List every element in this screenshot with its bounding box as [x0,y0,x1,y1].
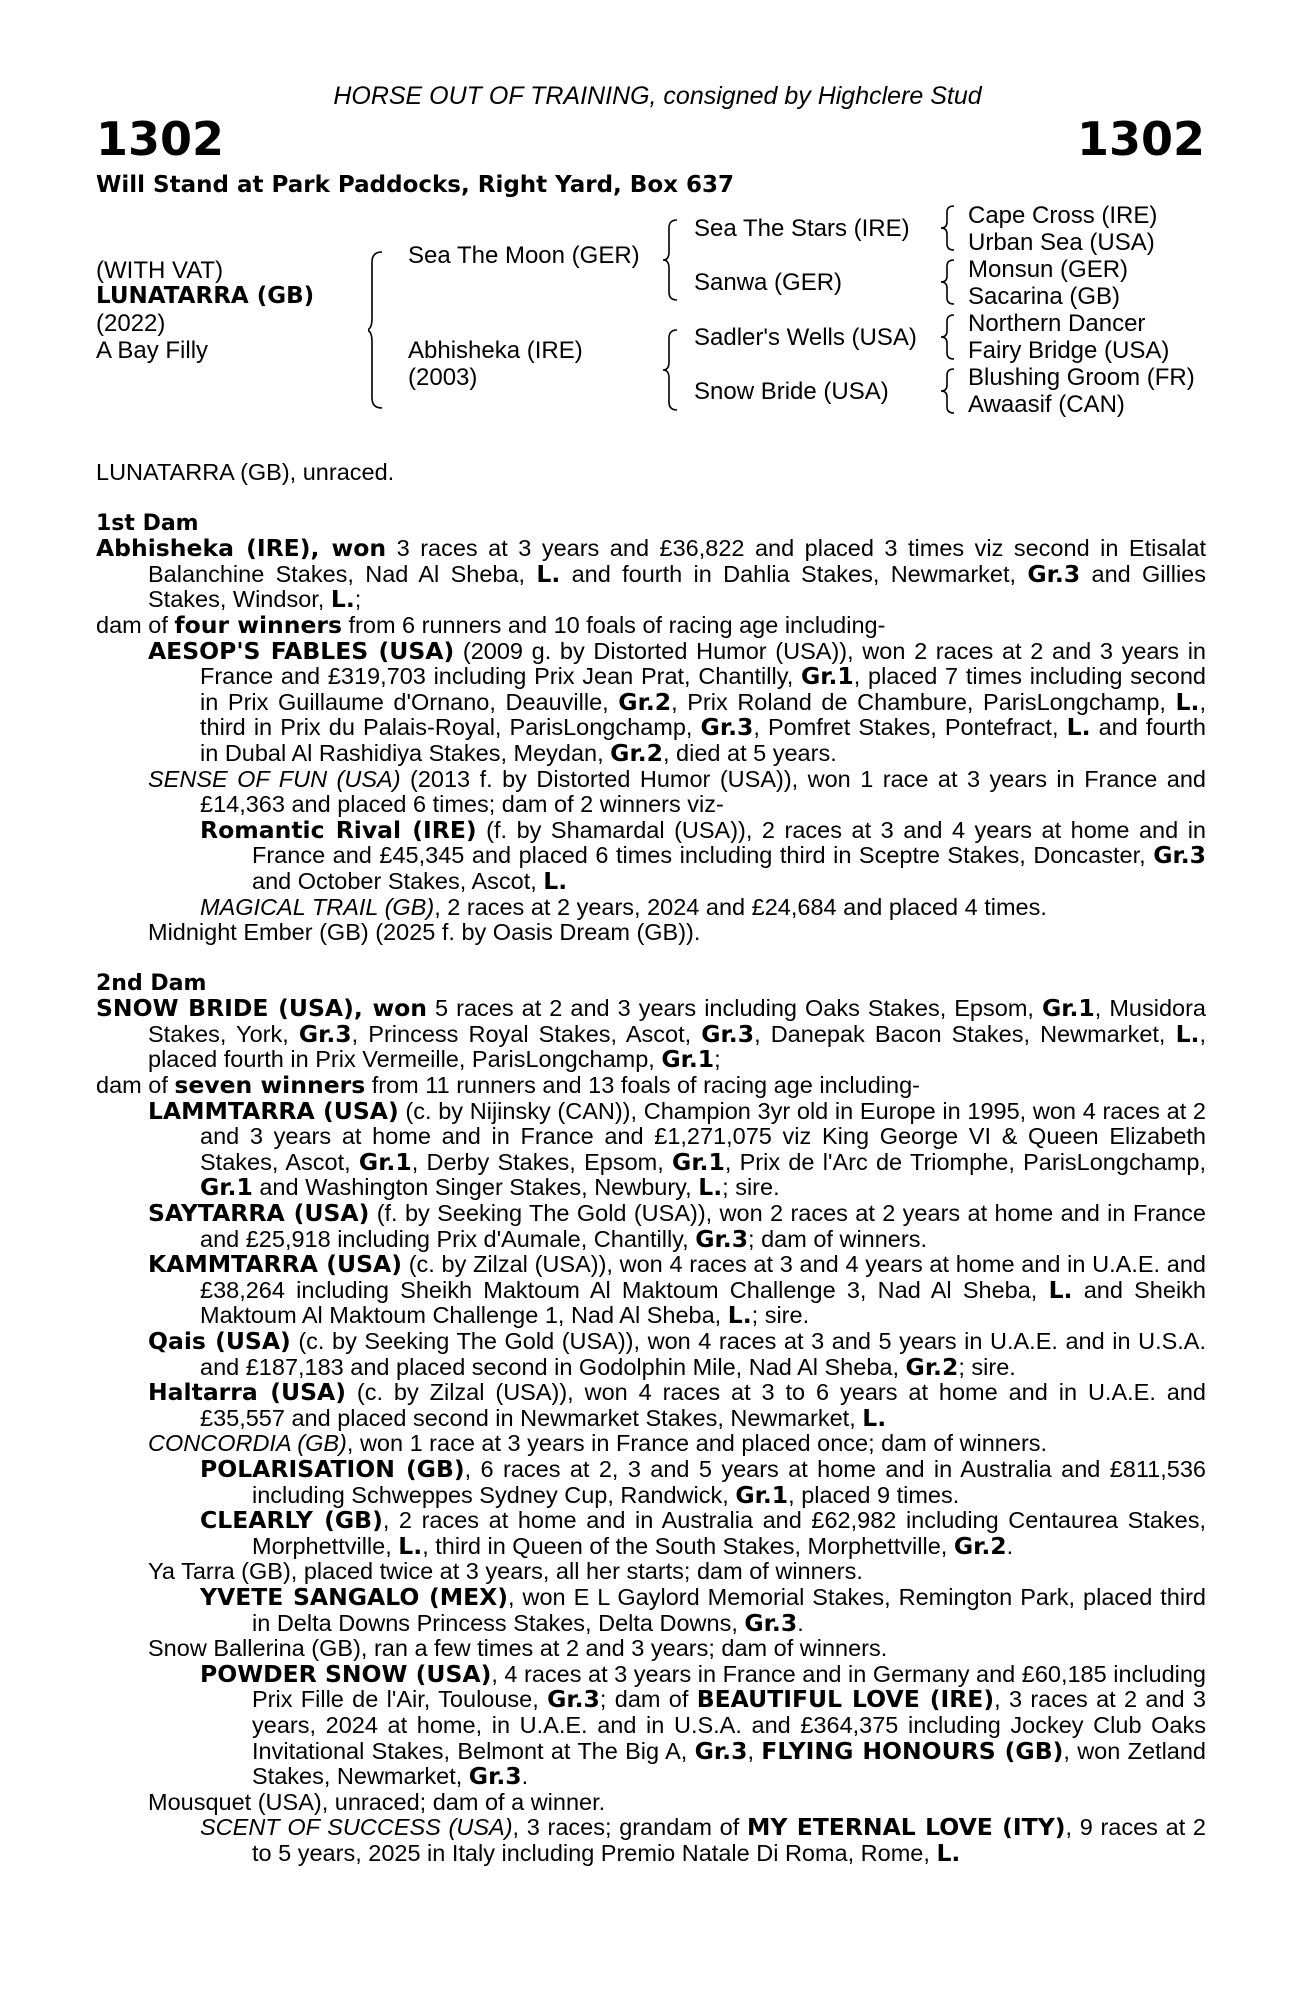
pedigree-entry [96,1380,1206,1431]
pedigree-entry [96,1329,1206,1380]
dam-section [96,971,1206,1867]
entry-text: , placed 7 times including second in Prix Guillaume d'Ornano, Deauville, [200,663,1206,715]
bold-text: L. [698,1173,723,1202]
entry-text: , Pomfret Stakes, Pontefract, [753,714,1067,741]
entry-text: Ya Tarra (GB), placed twice at 3 years, all her starts; dam of winners. [148,1558,863,1585]
entry-text: , [747,1737,762,1764]
bold-text: SAYTARRA (USA) [148,1199,370,1228]
pedigree-entry [96,895,1206,921]
pedigree-brace-g3 [940,313,962,361]
bold-text: L. [1048,1275,1073,1304]
grandsire-3: Monsun (GER) [968,256,1129,283]
entry-text: , won E L Gaylord Memorial Stakes, Remington Park, placed third in Delta Downs Princess Stakes, Delta Downs, [252,1583,1206,1636]
bold-text: L. [936,1838,961,1867]
entry-text: , Musidora Stakes, York, [148,995,1206,1047]
entry-text: , Derby Stakes, Epsom, [411,1148,673,1175]
bold-text: KAMMTARRA (USA) [148,1250,402,1279]
entry-text: (f. by Shamardal (USA)), 2 races at 3 and 4 years at home and in France and £45,345 and placed 6 times including third in Sceptre Stakes, Doncaster, [252,816,1206,869]
bold-text: Gr.2 [618,687,672,716]
entry-text: , died at 5 years. [662,739,837,766]
consignment-title: HORSE OUT OF TRAINING, consigned by Highclere Stud [333,82,982,110]
pedigree-entry [96,1582,1206,1637]
pedigree-entry [96,1252,1206,1329]
entry-text: , 4 races at 3 years in France and in Germany and £60,185 including Prix Fille de l'Air, Toulouse, [252,1660,1206,1713]
pedigree-entry [96,610,1206,639]
entry-text: (c. by Nijinsky (CAN)), Champion 3yr old in Europe in 1995, won 4 races at 2 and 3 years at home and in France and £1,271,075 viz King George VI & Queen Elizabeth Stakes, Ascot, [200,1097,1206,1175]
pedigree-entry [96,815,1206,895]
entry-text: . [521,1763,529,1790]
entry-text: 5 races at 2 and 3 years including Oaks Stakes, Epsom, [427,995,1042,1022]
entry-text: , Danepak Bacon Stakes, Newmarket, [754,1020,1176,1047]
bold-text: Gr.3 [744,1608,798,1637]
bold-text: Gr.3 [700,713,754,742]
entry-text: and Sheikh Maktoum Al Maktoum Challenge 1, Nad Al Sheba, [200,1276,1206,1329]
entry-text: , 3 races at 2 and 3 years, 2024 at home, in U.A.E. and in U.S.A. and £364,375 including Jockey Club Oaks Invitational Stakes, Belmont at The Big A, [252,1686,1206,1764]
pedigree-entry [96,1636,1206,1662]
entry-text: dam of [96,611,175,638]
entry-text: , won 1 race at 3 years in France and placed once; dam of winners. [346,1430,1048,1457]
bold-text: MY ETERNAL LOVE (ITY) [746,1813,1066,1842]
italic-text: MAGICAL TRAIL (GB) [200,893,435,920]
pedigree-brace-g1 [940,204,962,252]
dam-sire-name: Sadler's Wells (USA) [694,324,917,351]
bold-text: Gr.1 [200,1173,253,1202]
entry-text: , 2 races at home and in Australia and £62,982 including Centaurea Stakes, Morphettville, [252,1507,1206,1559]
lot-number-left: 1302 [96,112,225,166]
pedigree-brace-dam [663,328,687,412]
bold-text: L. [543,866,568,895]
entry-text: and fourth in Dahlia Stakes, Newmarket, [560,560,1028,587]
bold-text: L. [1175,687,1200,716]
entry-text: , third in Queen of the South Stakes, Morphettville, [422,1532,954,1559]
bold-text: SNOW BRIDE (USA), won [96,994,428,1023]
entry-text: ; [354,586,362,613]
pedigree-entry [96,1201,1206,1252]
bold-text: AESOP'S FABLES (USA) [148,636,455,665]
entry-text: (f. by Seeking The Gold (USA)), won 2 races at 2 years at home and in France and £25,918 including Prix d'Aumale, Chantilly, [200,1200,1206,1252]
bold-text: L. [862,1403,887,1432]
bold-text: L. [727,1301,752,1330]
sire-dam-name: Sanwa (GER) [694,269,843,296]
pedigree-brace-sire [663,218,687,302]
entry-text: , placed 9 times. [788,1481,960,1508]
entry-text: (2013 f. by Distorted Humor (USA)), won 1 race at 3 years in France and £14,363 and placed 6 times; dam of 2 winners viz- [200,765,1206,818]
entry-text: , placed fourth in Prix Vermeille, ParisLongchamp, [148,1020,1206,1073]
bold-text: Gr.1 [735,1480,789,1509]
bold-text: Gr.3 [701,1019,755,1048]
bold-text: Gr.2 [905,1352,959,1381]
italic-text: CONCORDIA (GB) [148,1430,347,1457]
bold-text: Gr.3 [547,1685,600,1714]
entry-text: , Princess Royal Stakes, Ascot, [351,1020,702,1047]
vat-label: (WITH VAT) [96,257,224,284]
entry-text: , Prix de l'Arc de Triomphe, ParisLongchamp, [724,1148,1207,1175]
bold-text: Gr.3 [1027,559,1081,588]
bold-text: seven winners [174,1071,366,1100]
bold-text: Gr.1 [1041,994,1095,1023]
entry-text: ; dam of [599,1686,697,1713]
entry-text: from 6 runners and 10 foals of racing age including- [342,611,886,638]
pedigree-entry [96,1073,1206,1099]
horse-description: A Bay Filly [96,337,209,364]
grandsire-4: Sacarina (GB) [968,283,1121,310]
entry-text: ; dam of winners. [748,1225,927,1252]
entry-text: , Prix Roland de Chambure, ParisLongchamp, [671,688,1176,715]
bold-text: L. [398,1531,423,1560]
bold-text: Gr.1 [672,1147,725,1176]
dam-sections [96,511,1206,1867]
entry-text: (c. by Zilzal (USA)), won 4 races at 3 to 6 years at home and in U.A.E. and £35,557 and placed second in Newmarket Stakes, Newmarket, [200,1379,1206,1431]
pedigree-entry [96,536,1206,613]
bold-text: FLYING HONOURS (GB) [761,1736,1064,1765]
bold-text: four winners [174,610,342,639]
entry-text: and Gillies Stakes, Windsor, [148,560,1206,613]
dam-dam-name: Snow Bride (USA) [694,378,889,405]
entry-text: , third in Prix du Palais-Royal, ParisLongchamp, [200,688,1206,741]
entry-text: , 9 races at 2 to 5 years, 2025 in Italy including Premio Natale Di Roma, Rome, [252,1814,1206,1866]
entry-text: 3 races at 3 years and £36,822 and placed 3 times viz second in Etisalat Balanchine Stakes, Nad Al Sheba, [148,535,1206,587]
entry-text: (c. by Seeking The Gold (USA)), won 4 races at 3 and 5 years in U.A.E. and in U.S.A. and £187,183 and placed second in Godolphin Mile, Nad Al Sheba, [200,1328,1207,1380]
grandsire-8: Awaasif (CAN) [968,391,1125,418]
dam-name: Abhisheka (IRE) [408,337,583,364]
entry-text: (c. by Zilzal (USA)), won 4 races at 3 and 4 years at home and in U.A.E. and £38,264 including Sheikh Maktoum Al Maktoum Challenge 3, Nad Al Sheba, [200,1251,1206,1303]
pedigree-entry [96,1815,1206,1866]
pedigree-entry [96,1454,1206,1509]
pedigree-brace-g2 [940,258,962,306]
stand-info: Will Stand at Park Paddocks, Right Yard, Box 637 [96,172,734,198]
italic-text: SCENT OF SUCCESS (USA) [200,1814,513,1841]
entry-text: , 3 races; grandam of [512,1814,747,1841]
grandsire-2: Urban Sea (USA) [968,229,1155,256]
bold-text: CLEARLY (GB) [200,1506,383,1535]
entry-text: and October Stakes, Ascot, [252,867,544,894]
pedigree-entry [96,996,1206,1073]
bold-text: L. [330,585,355,614]
bold-text: Gr.1 [800,662,854,691]
grandsire-1: Cape Cross (IRE) [968,202,1158,229]
bold-text: Gr.2 [953,1531,1007,1560]
bold-text: Gr.3 [1153,841,1206,870]
section-heading: 2nd Dam [96,970,207,996]
sire-sire-name: Sea The Stars (IRE) [694,215,910,242]
section-heading: 1st Dam [96,510,199,536]
pedigree-entry [96,1508,1206,1559]
pedigree-entry [96,920,1206,946]
entry-text: ; sire. [722,1174,780,1201]
entry-text: . [797,1609,804,1636]
entry-text: from 11 runners and 13 foals of racing age including- [365,1072,920,1099]
dam-section [96,511,1206,946]
entry-text: . [1006,1532,1014,1559]
entry-text: and Washington Singer Stakes, Newbury, [252,1174,699,1201]
grandsire-5: Northern Dancer [968,310,1146,337]
bold-text: Gr.3 [468,1762,522,1791]
entry-text: dam of [96,1072,175,1099]
bold-text: Haltarra (USA) [148,1378,346,1407]
pedigree-entry [96,1659,1206,1791]
pedigree-entry [96,1790,1206,1816]
bold-text: Qais (USA) [148,1327,291,1355]
foaling-year: (2022) [96,310,166,337]
bold-text: POWDER SNOW (USA) [200,1659,492,1688]
entry-text: , won Zetland Stakes, Newmarket, [252,1737,1206,1790]
pedigree-entry [96,1559,1206,1585]
entry-text: ; [714,1046,721,1073]
pedigree-entry [96,767,1206,818]
bold-text: L. [536,559,561,588]
entry-text: , 2 races at 2 years, 2024 and £24,684 and placed 4 times. [434,893,1047,920]
pedigree-entry [96,636,1207,767]
entry-text: (2009 g. by Distorted Humor (USA)), won 2 races at 2 and 3 years in France and £319,703 including Prix Jean Prat, Chantilly, [200,637,1206,690]
bold-text: BEAUTIFUL LOVE (IRE) [696,1685,995,1714]
sire-name: Sea The Moon (GER) [408,242,640,269]
bold-text: L. [1066,713,1091,742]
bold-text: Abhisheka (IRE), won [96,534,387,563]
pedigree-brace-g4 [940,367,962,415]
bold-text: L. [1175,1019,1200,1048]
entry-text: Snow Ballerina (GB), ran a few times at 2 and 3 years; dam of winners. [148,1635,888,1662]
bold-text: LAMMTARRA (USA) [148,1096,399,1125]
lot-number-right: 1302 [1076,112,1205,166]
bold-text: POLARISATION (GB) [200,1454,465,1483]
pedigree-entry [96,1096,1207,1202]
italic-text: SENSE OF FUN (USA) [148,765,401,792]
horse-name: LUNATARRA (GB) [96,283,315,309]
entry-text: , 6 races at 2, 3 and 5 years at home and in Australia and £811,536 including Schweppes Sydney Cup, Randwick, [252,1455,1206,1508]
intro-line: LUNATARRA (GB), unraced. [96,459,395,485]
entry-text: Midnight Ember (GB) (2025 f. by Oasis Dream (GB)). [148,919,701,946]
bold-text: Gr.3 [695,1224,749,1253]
bold-text: Gr.1 [358,1147,412,1176]
dam-year: (2003) [408,364,478,391]
pedigree-brace-main [368,250,392,410]
entry-text: and fourth in Dubal Al Rashidiya Stakes, Meydan, [200,714,1207,766]
bold-text: Gr.1 [661,1045,715,1074]
entry-text: ; sire. [958,1353,1016,1380]
bold-text: Gr.3 [694,1736,748,1765]
grandsire-7: Blushing Groom (FR) [968,364,1195,391]
grandsire-6: Fairy Bridge (USA) [968,337,1170,364]
bold-text: Gr.3 [298,1019,352,1048]
bold-text: Romantic Rival (IRE) [200,815,477,844]
bold-text: YVETE SANGALO (MEX) [200,1582,508,1611]
bold-text: Gr.2 [610,738,663,767]
pedigree-entry [96,1431,1206,1457]
entry-text: Mousquet (USA), unraced; dam of a winner. [148,1788,606,1815]
pedigree-notes [96,460,1206,1866]
entry-text: ; sire. [751,1302,810,1329]
